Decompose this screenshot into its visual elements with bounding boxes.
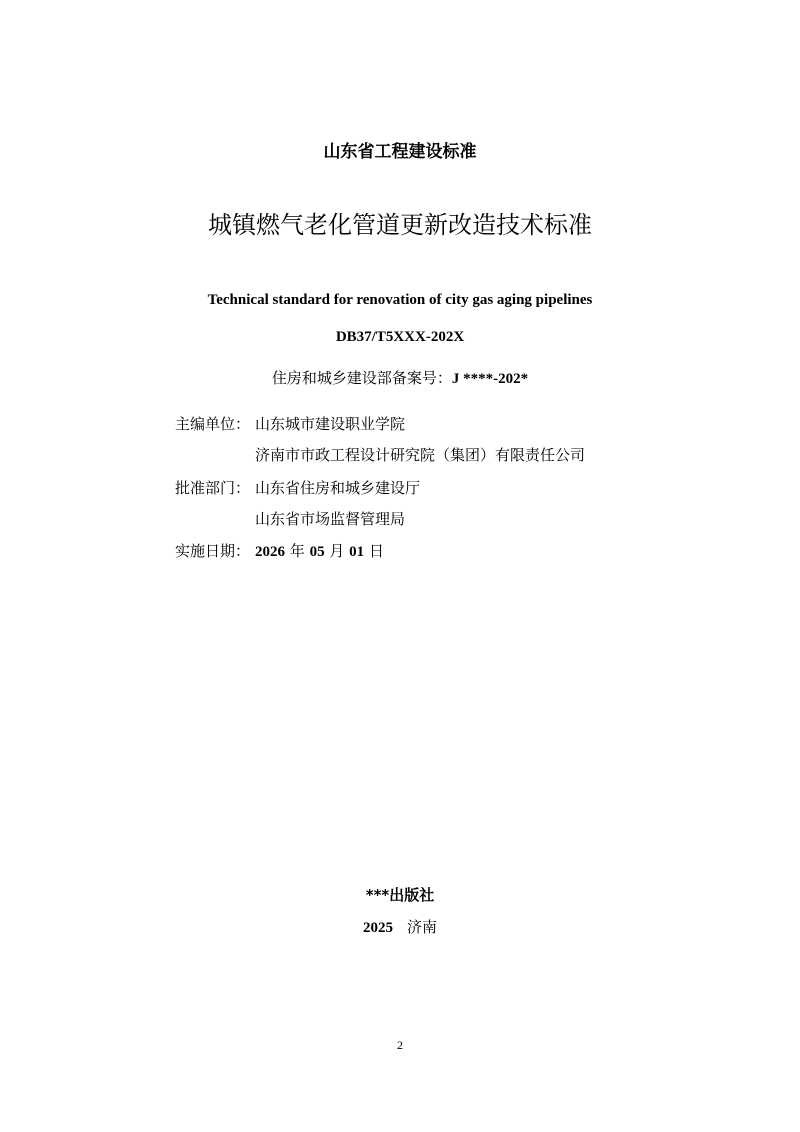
document-title-en: Technical standard for renovation of city gas aging pipelines: [207, 292, 593, 308]
date-month: 05: [309, 544, 325, 560]
filing-number: J ****-202*: [451, 371, 529, 387]
date-month-unit: 月: [329, 542, 345, 560]
date-year-unit: 年: [289, 542, 305, 560]
editor-row-2: [255, 444, 585, 465]
standard-series: 山东省工程建设标准: [323, 142, 477, 162]
editor-2: 济南市市政工程设计研究院（集团）有限责任公司: [255, 446, 586, 464]
document-title-cn: 城镇燃气老化管道更新改造技术标准: [208, 211, 592, 239]
page-number: 2: [397, 1038, 403, 1052]
approver-2: 山东省市场监督管理局: [255, 510, 406, 528]
editor-1: 山东城市建设职业学院: [255, 415, 406, 433]
filing-label: 住房和城乡建设部备案号：: [271, 369, 452, 387]
publication-line: [0, 916, 800, 937]
publisher: ***出版社: [365, 886, 435, 904]
approver-label: 批准部门：: [175, 479, 251, 497]
editor-row: [175, 413, 405, 434]
editor-label: 主编单位：: [175, 415, 251, 433]
approver-row-2: [255, 508, 405, 529]
date-day: 01: [349, 544, 365, 560]
filing-number-line: [0, 367, 800, 388]
publication-year: 2025: [362, 920, 393, 936]
date-year: 2026: [255, 544, 285, 560]
date-day-unit: 日: [368, 542, 384, 560]
date-label: 实施日期：: [175, 542, 251, 560]
standard-code: DB37/T5XXX-202X: [335, 329, 465, 345]
approver-row: [175, 477, 420, 498]
approver-1: 山东省住房和城乡建设厅: [255, 479, 421, 497]
effective-date-row: [175, 540, 384, 561]
publication-city: 济南: [406, 918, 437, 936]
